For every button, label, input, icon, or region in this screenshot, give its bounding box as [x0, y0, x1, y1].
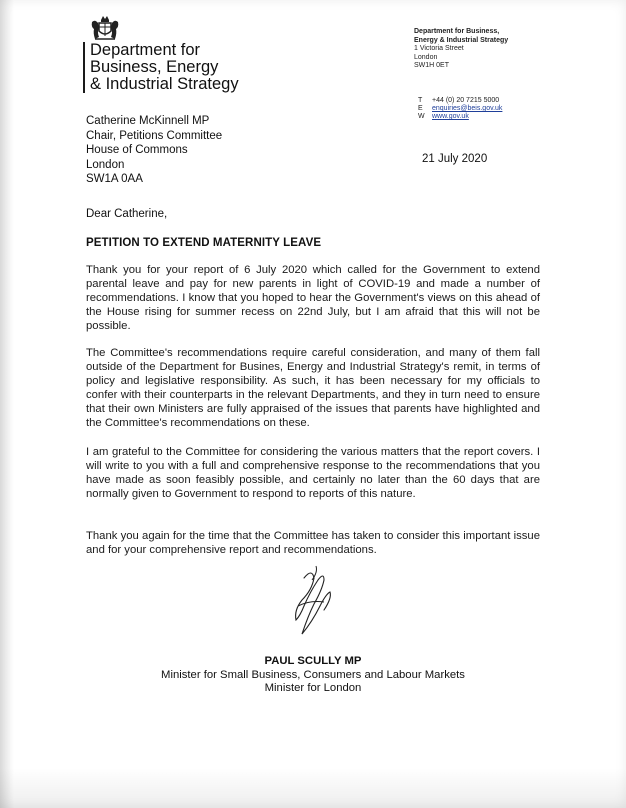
dept-line-1: Department for — [90, 41, 201, 59]
signatory-title: Minister for London — [264, 682, 362, 695]
contact-web — [418, 113, 502, 121]
letter-subject: PETITION TO EXTEND MATERNITY LEAVE — [86, 237, 322, 249]
sender-address-line: London — [414, 53, 438, 61]
dept-line-2: Business, Energy — [90, 58, 219, 76]
contact-email — [418, 105, 502, 113]
signatory-name: PAUL SCULLY MP — [264, 655, 362, 667]
sign-off-block — [86, 655, 540, 696]
sender-address-line: Department for Business, — [414, 28, 500, 35]
sender-address-line: SW1H 0ET — [414, 62, 450, 69]
salutation: Dear Catherine, — [86, 208, 168, 220]
recipient-postcode: SW1A 0AA — [86, 173, 143, 185]
letter-date: 21 July 2020 — [422, 153, 488, 165]
contact-key: T — [418, 97, 423, 104]
contact-key: E — [418, 105, 423, 112]
body-paragraph: Thank you again for the time that the Committee has taken to consider this important issue and for your comprehensive report and recommendations. — [86, 530, 540, 556]
recipient-role: Chair, Petitions Committee — [86, 129, 223, 142]
department-logotype — [83, 42, 239, 93]
email-link[interactable]: enquiries@beis.gov.uk — [432, 105, 503, 112]
signatory-title: Minister for Small Business, Consumers and Labour Markets — [161, 668, 465, 681]
sender-address-line: Energy & Industrial Strategy — [414, 36, 509, 44]
contact-phone — [418, 97, 502, 105]
page-shadow-left — [0, 0, 14, 808]
contact-details — [418, 97, 502, 121]
body-paragraph: The Committee's recommendations require careful consideration, and many of them fall outside of the Department for Busines, Energy and Industrial Strategy's remit, in terms of policy and legislative responsibility. As such, it has been necessary for my officials to confer with their counterparts in the relevant Departments, and they in turn need to ensure that their own Ministers are fully appraised of the issues that parents have highlighted and the Committee's recommendations on these. — [86, 347, 540, 429]
website-link[interactable]: www.gov.uk — [432, 113, 469, 120]
dept-line-3: & Industrial Strategy — [90, 75, 239, 93]
sender-address-line: 1 Victoria Street — [414, 45, 464, 52]
recipient-org: House of Commons — [86, 144, 188, 156]
page-shadow-bottom — [0, 768, 626, 808]
recipient-city: London — [86, 158, 125, 171]
recipient-name: Catherine McKinnell MP — [86, 115, 210, 127]
contact-key: W — [418, 113, 425, 120]
sender-address — [414, 28, 508, 71]
phone-number: +44 (0) 20 7215 5000 — [432, 97, 500, 104]
body-paragraph: I am grateful to the Committee for considering the various matters that the report covers. I will write to you with a full and comprehensive response to the recommendations that you have made as soon feasibly possible, and certainly no later than the 60 days that are normally given to Government to respond to reports of this nature. — [86, 446, 540, 500]
recipient-address — [86, 114, 222, 187]
royal-coat-of-arms-icon — [90, 14, 120, 42]
body-paragraph: Thank you for your report of 6 July 2020 which called for the Government to extend parental leave and pay for new parents in light of COVID-19 and made a number of recommendations. I know that you hoped to hear the Government's views on this ahead of the House rising for summer recess on 22nd July, but I am afraid that this will not be possible. — [86, 264, 540, 332]
handwritten-signature — [276, 558, 346, 658]
